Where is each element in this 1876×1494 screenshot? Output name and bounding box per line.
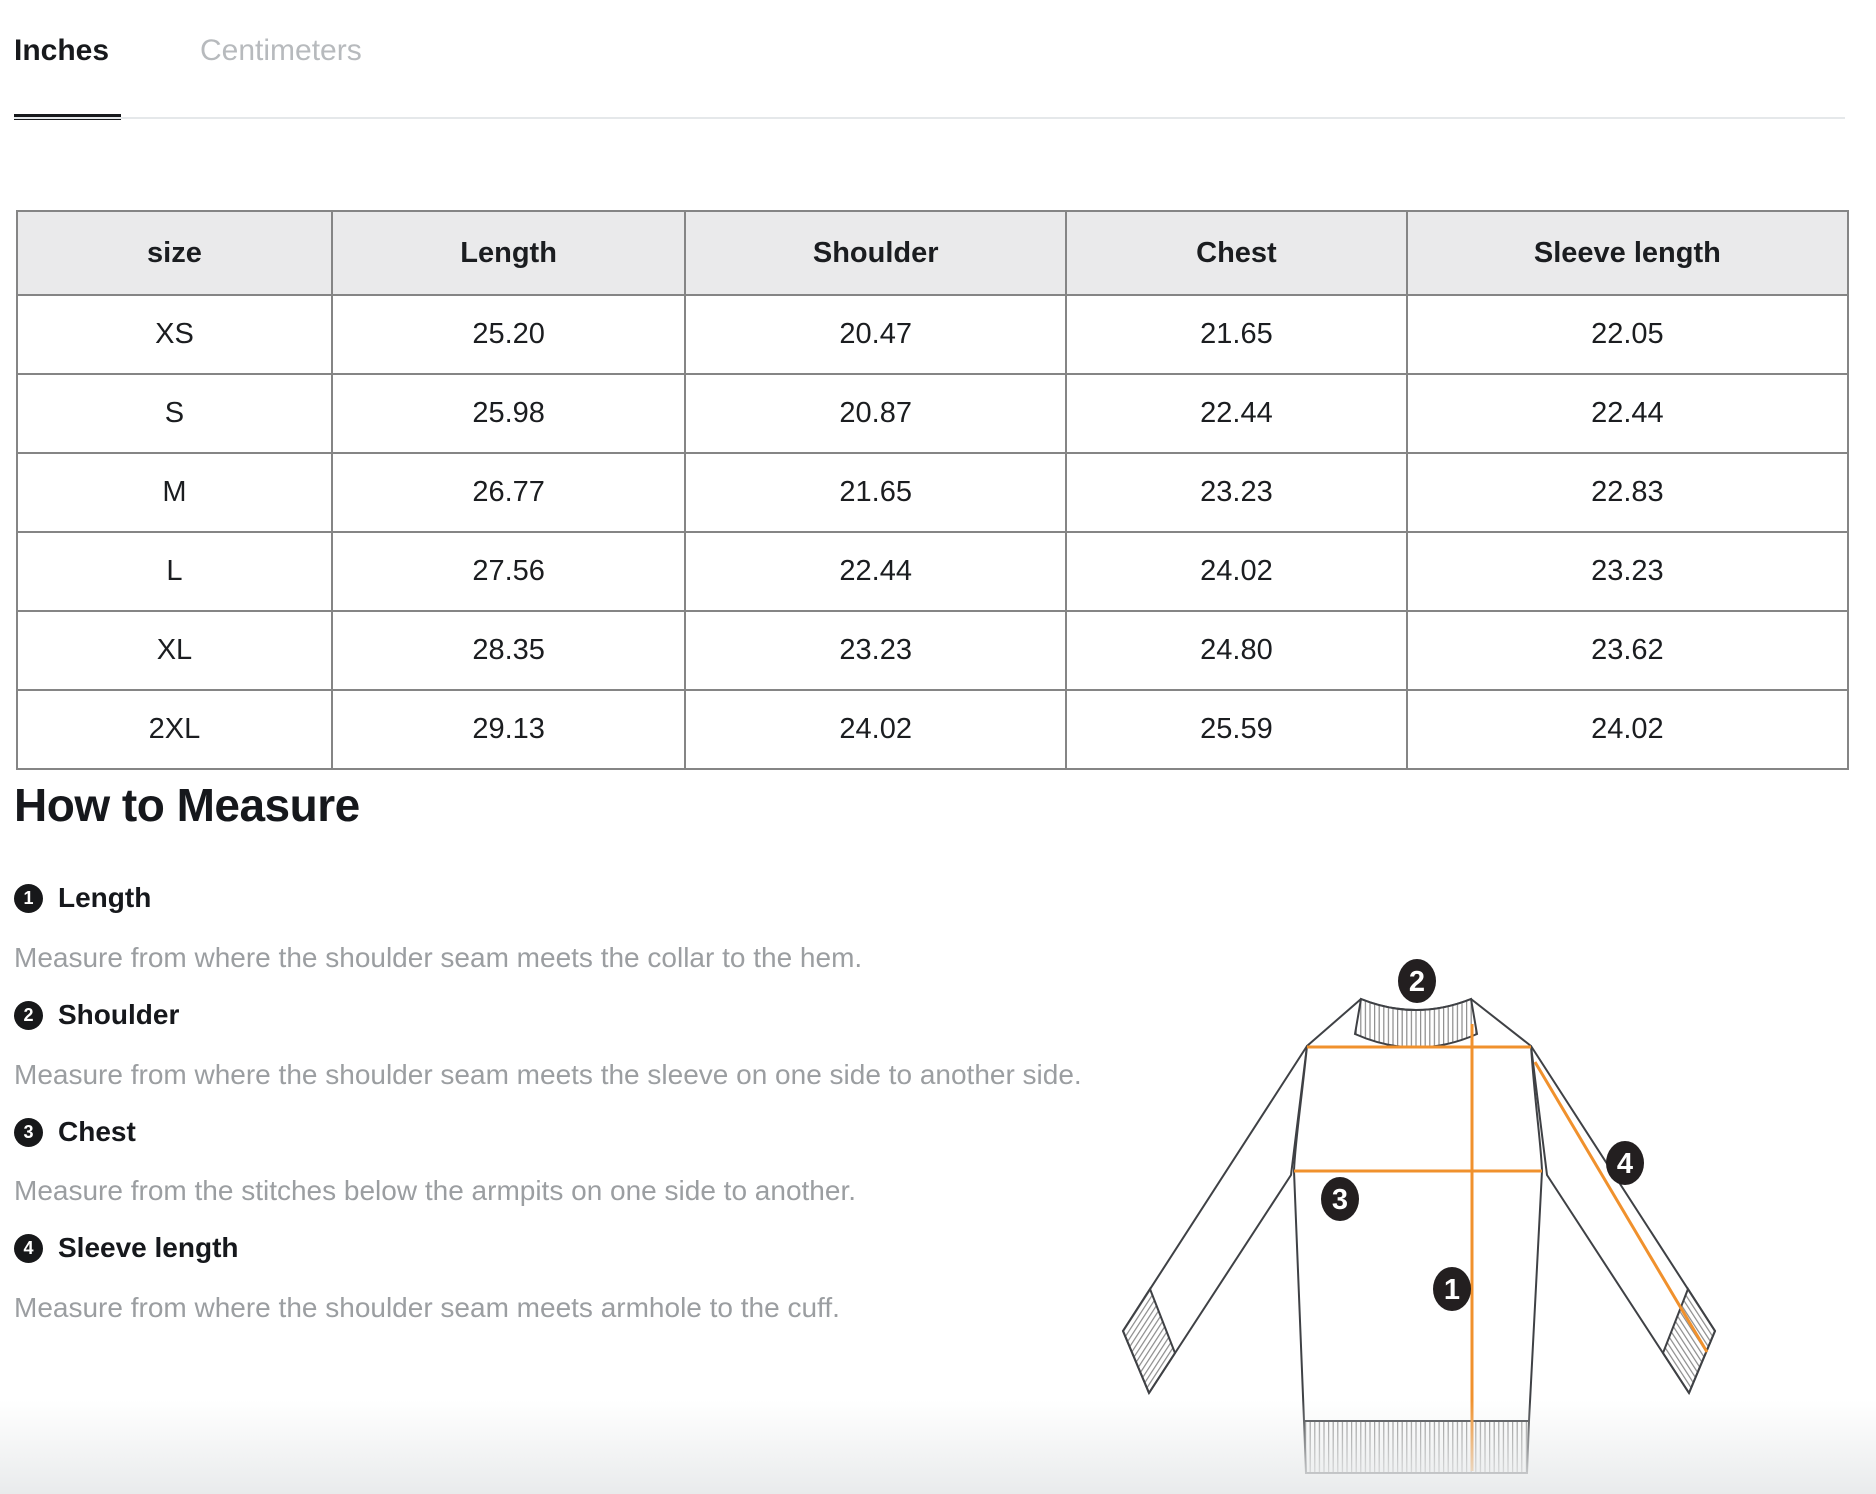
cell-length: 25.98	[332, 374, 685, 453]
step-label: Shoulder	[58, 999, 180, 1030]
table-row-s	[17, 374, 1848, 453]
cell-sleeve: 23.62	[1407, 611, 1848, 690]
col-header-sleeve-length: Sleeve length	[1407, 211, 1848, 295]
step-4-badge-icon: 4	[14, 1234, 43, 1263]
cell-chest: 21.65	[1066, 295, 1407, 374]
cell-chest: 23.23	[1066, 453, 1407, 532]
cell-shoulder: 20.47	[685, 295, 1066, 374]
cell-size: XL	[17, 611, 332, 690]
table-row-l	[17, 532, 1848, 611]
cell-shoulder: 20.87	[685, 374, 1066, 453]
cell-size: XS	[17, 295, 332, 374]
tabbar-divider	[14, 117, 1845, 119]
cell-length: 25.20	[332, 295, 685, 374]
how-to-measure-title: How to Measure	[14, 779, 360, 831]
step-description: Measure from where the shoulder seam meets the sleeve on one side to another side.	[14, 1059, 1082, 1090]
collar-ribbing	[1355, 999, 1477, 1048]
cell-chest: 24.02	[1066, 532, 1407, 611]
svg-text:3: 3	[1331, 1184, 1349, 1216]
measure-step-sleeve-length	[14, 1231, 239, 1265]
col-header-size: size	[17, 211, 332, 295]
table-row-xl	[17, 611, 1848, 690]
cell-shoulder: 21.65	[685, 453, 1066, 532]
col-header-length: Length	[332, 211, 685, 295]
measure-step-chest	[14, 1115, 136, 1149]
step-3-badge-icon: 3	[14, 1118, 43, 1147]
svg-text:2: 2	[1408, 966, 1426, 998]
svg-text:4: 4	[1616, 1148, 1634, 1180]
cell-size: S	[17, 374, 332, 453]
cell-chest: 25.59	[1066, 690, 1407, 769]
cell-sleeve: 22.83	[1407, 453, 1848, 532]
table-row-2xl	[17, 690, 1848, 769]
cell-size: L	[17, 532, 332, 611]
cell-length: 29.13	[332, 690, 685, 769]
step-1-badge-icon: 1	[14, 884, 43, 913]
cell-length: 26.77	[332, 453, 685, 532]
step-description: Measure from the stitches below the armpits on one side to another.	[14, 1175, 857, 1206]
cell-size: M	[17, 453, 332, 532]
cell-shoulder: 22.44	[685, 532, 1066, 611]
tab-inches[interactable]: Inches	[14, 30, 109, 72]
step-label: Sleeve length	[58, 1232, 239, 1263]
sleeve-measure-line	[1535, 1062, 1707, 1352]
cell-size: 2XL	[17, 690, 332, 769]
svg-text:1: 1	[1443, 1274, 1461, 1306]
cell-sleeve: 22.44	[1407, 374, 1848, 453]
cell-chest: 22.44	[1066, 374, 1407, 453]
step-label: Length	[58, 882, 152, 913]
cell-shoulder: 23.23	[685, 611, 1066, 690]
cell-length: 28.35	[332, 611, 685, 690]
tab-centimeters[interactable]: Centimeters	[200, 30, 362, 72]
size-table	[16, 210, 1849, 770]
bottom-fade	[0, 1400, 1876, 1494]
step-2-badge-icon: 2	[14, 1001, 43, 1030]
measure-step-shoulder	[14, 998, 179, 1032]
measure-step-length	[14, 881, 151, 915]
table-row-xs	[17, 295, 1848, 374]
table-row-m	[17, 453, 1848, 532]
size-table-header-row	[17, 211, 1848, 295]
step-label: Chest	[58, 1116, 136, 1147]
cell-sleeve: 23.23	[1407, 532, 1848, 611]
step-description: Measure from where the shoulder seam meets the collar to the hem.	[14, 942, 863, 973]
cell-length: 27.56	[332, 532, 685, 611]
cell-sleeve: 22.05	[1407, 295, 1848, 374]
col-header-chest: Chest	[1066, 211, 1407, 295]
cell-chest: 24.80	[1066, 611, 1407, 690]
step-description: Measure from where the shoulder seam meets armhole to the cuff.	[14, 1292, 840, 1323]
cell-shoulder: 24.02	[685, 690, 1066, 769]
cell-sleeve: 24.02	[1407, 690, 1848, 769]
col-header-shoulder: Shoulder	[685, 211, 1066, 295]
